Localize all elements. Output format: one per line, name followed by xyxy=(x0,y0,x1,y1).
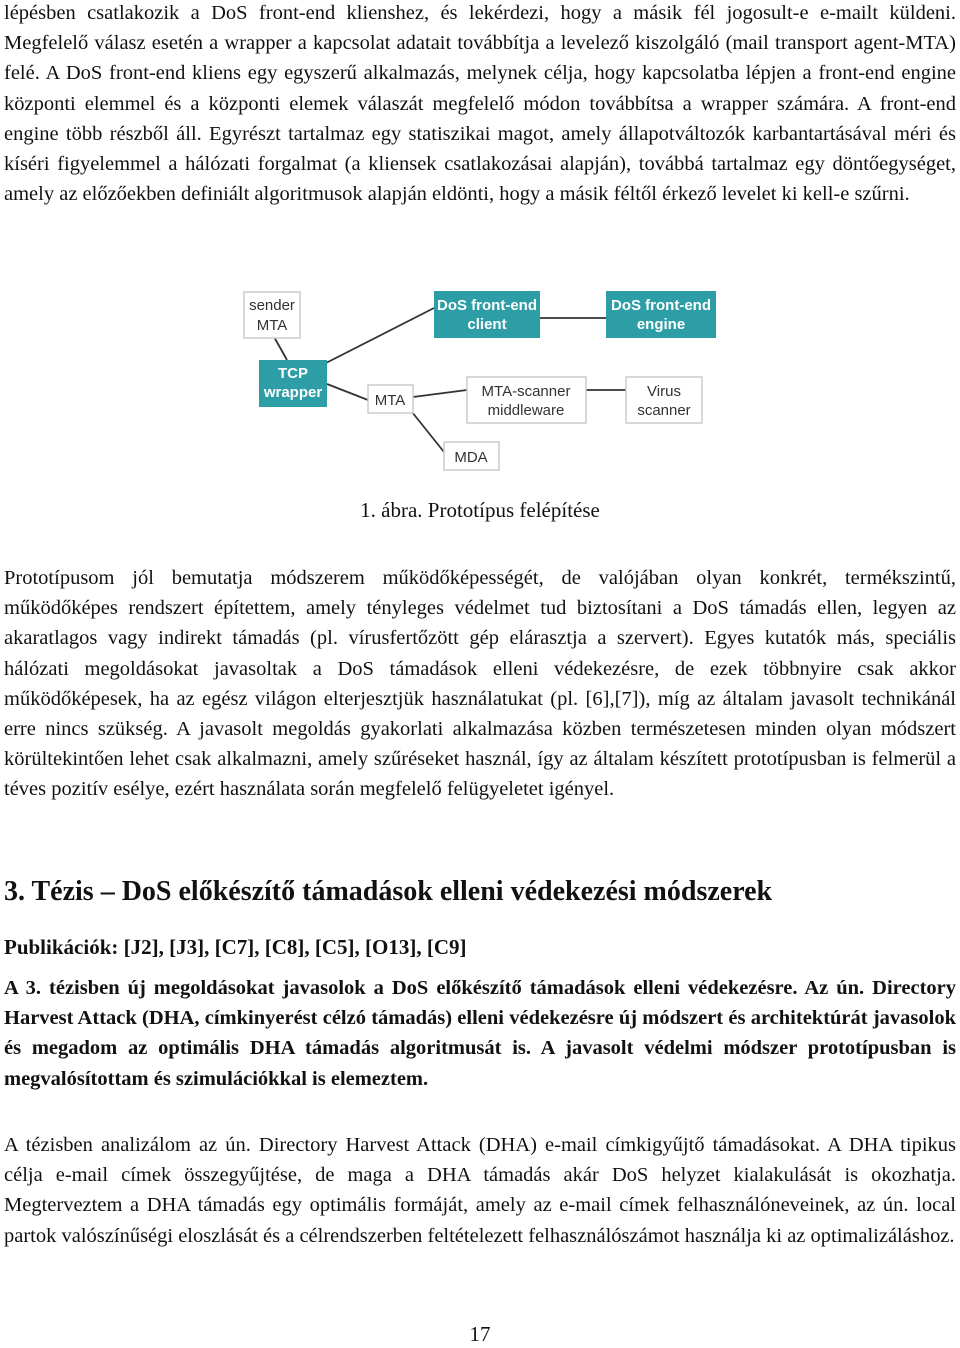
node-dos-client xyxy=(434,291,540,338)
node-tcp-wrapper-line1: TCP xyxy=(278,365,308,382)
node-virus-scanner-line2: scanner xyxy=(637,402,691,419)
node-dos-engine-line1: DoS front-end xyxy=(611,297,711,314)
edge-mta-mda xyxy=(412,412,444,452)
node-dos-engine-line2: engine xyxy=(636,316,686,333)
publications-line: Publikációk: [J2], [J3], [C7], [C8], [C5], [O13], [C9] xyxy=(4,935,467,959)
node-mda-label: MDA xyxy=(454,449,488,466)
node-mda xyxy=(444,442,499,470)
prototype-architecture-diagram xyxy=(0,280,960,480)
node-mta-scanner xyxy=(467,377,586,423)
node-virus-scanner xyxy=(626,377,702,423)
node-mta-scanner-line1: MTA-scanner xyxy=(481,383,571,400)
node-dos-engine xyxy=(606,291,716,338)
figure-caption: 1. ábra. Prototípus felépítése xyxy=(360,498,600,522)
section-heading: 3. Tézis – DoS előkészítő támadások elleni védekezési módszerek xyxy=(4,876,773,907)
thesis-summary: A 3. tézisben új megoldásokat javasolok a DoS előkészítő támadások elleni védekezésre. Az ún. Directory Harvest Attack (DHA, címkinyerést célzó támadás) elleni védekezésre új módszert és architektúrát javasolok és megadom az optimális DHA támadás algoritmusát is. A javasolt védelmi módszer prototípusban is megvalósítottam és szimulációkkal is elemeztem. xyxy=(4,977,956,1090)
node-virus-scanner-line1: Virus xyxy=(647,383,681,400)
node-sender-mta-line1: sender xyxy=(249,297,295,314)
paragraph-thesis-body: A tézisben analizálom az ún. Directory Harvest Attack (DHA) e-mail címkigyűjtő támadásokat. A DHA tipikus célja e-mail címek összegyűjtése, de maga a DHA támadás akár DoS helyzet kialakulását is okozhatja. Megterveztem a DHA támadás egy optimális formáját, amely az e-mail címek felhasználóneveinek, az ún. local partok valószínűségi eloszlását és a célrendszerben feltételezett felhasználószámot használja ki az optimalizáláshoz. xyxy=(4,1134,956,1247)
page-number: 17 xyxy=(469,1322,491,1346)
node-tcp-wrapper-line2: wrapper xyxy=(263,384,323,401)
edge-mta-scanner xyxy=(413,390,467,397)
paragraph-intro: lépésben csatlakozik a DoS front-end klienshez, és lekérdezi, hogy a másik fél jogosult-e e-mailt küldeni. Megfelelő válasz esetén a wrapper a kapcsolat adatait továbbítja a levelező kiszolgáló (mail transport agent-MTA) felé. A DoS front-end kliens egy egyszerű alkalmazás, melynek célja, hogy kapcsolatba lépjen a front-end engine központi elemmel és a központi elemek válaszát megfelelő módon továbbítsa a wrapper számára. A front-end engine több részből áll. Egyrészt tartalmaz egy statiszikai magot, amely állapotváltozók karbantartásával méri és kíséri figyelemmel a hálózati forgalmat (a kliensek csatlakozásai alapján), továbbá tartalmaz egy döntőegységet, amely az előzőekben definiált algoritmusok alapján eldönti, hogy a másik féltől érkező levelet ki kell-e szűrni. xyxy=(4,2,956,206)
edge-tcp-client xyxy=(326,308,434,363)
node-dos-client-line2: client xyxy=(467,316,507,333)
edge-tcp-mta xyxy=(327,384,368,400)
node-mta-label: MTA xyxy=(374,392,406,409)
node-sender-mta xyxy=(244,292,300,338)
paragraph-after-figure: Prototípusom jól bemutatja módszerem működőképességét, de valójában olyan konkrét, termékszintű, működőképes rendszert építettem, amely tényleges védelmet tud biztosítani a DoS támadás ellen, legyen az akaratlagos vagy indirekt támadás (pl. vírusfertőzött gép elárasztja a szervert). Egyes kutatók más, speciális hálózati megoldásokat javasoltak a DoS támadások elleni védekezésre, de ezek többnyire csak akkor működőképesek, ha az egész világon elterjesztjük használatukat (pl. [6],[7]), míg az általam javasolt technikánál erre nincs szükség. A javasolt megoldás gyakorlati alkalmazása közben természetesen minden olyan módszert körültekintően lehet csak alkalmazni, amely szűréseket használ, így az általam készített prototípusban is felmerül a téves pozitív esélye, ezért használata során megfelelő felügyeletet igényel. xyxy=(4,567,956,801)
node-sender-mta-line2: MTA xyxy=(256,317,288,334)
node-tcp-wrapper xyxy=(259,360,327,407)
node-dos-client-line1: DoS front-end xyxy=(437,297,537,314)
node-mta-scanner-line2: middleware xyxy=(487,402,565,419)
node-mta xyxy=(368,385,413,413)
